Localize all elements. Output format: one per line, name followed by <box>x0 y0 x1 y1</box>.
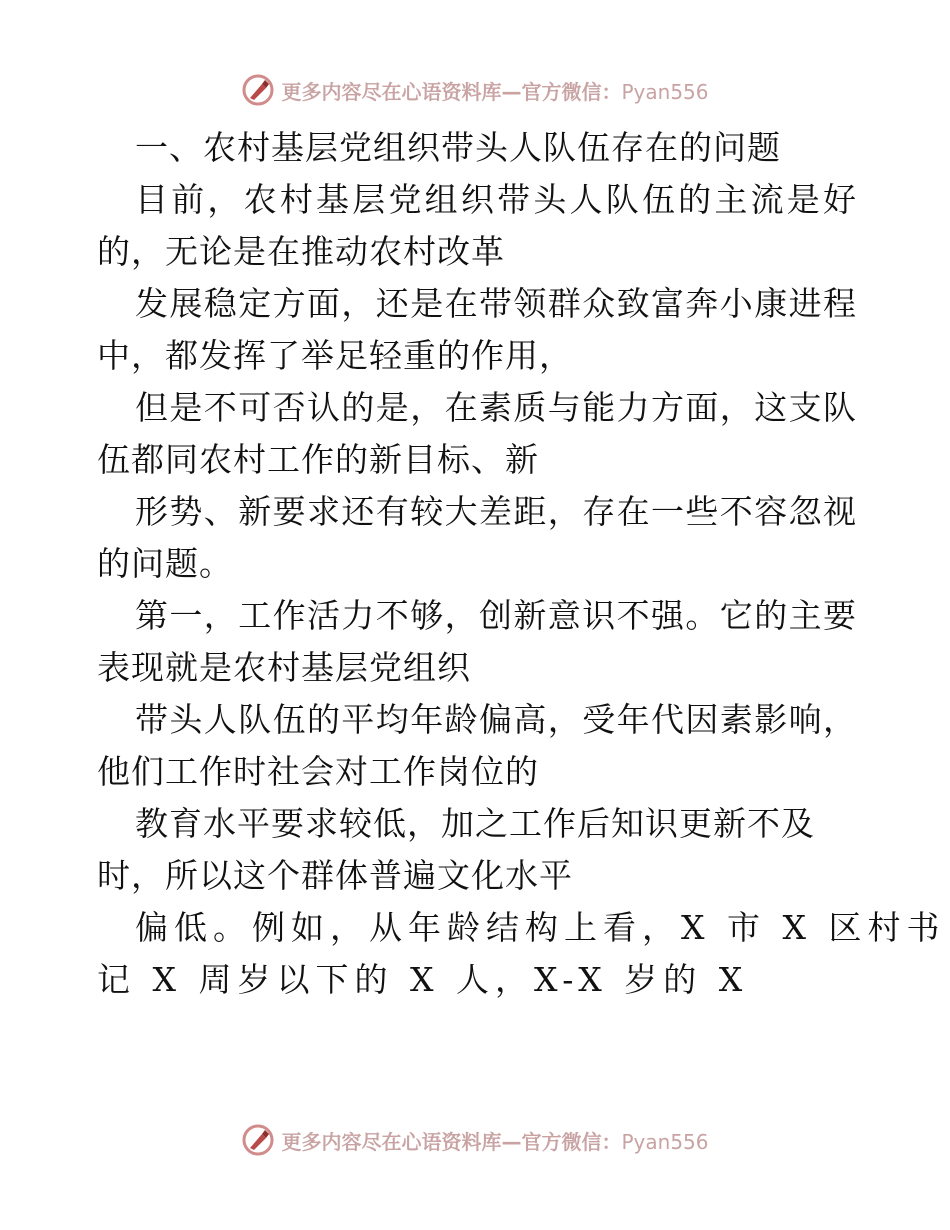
document-body <box>97 122 946 1006</box>
watermark-text: 更多内容尽在心语资料库—官方微信：Pyan556 <box>281 1129 709 1154</box>
section-heading: 一、农村基层党组织带头人队伍存在的问题 <box>135 128 781 167</box>
paragraph-line: 偏低。例如，从年龄结构上看，X 市 X 区村书 <box>135 908 946 947</box>
paragraph-line: 教育水平要求较低，加之工作后知识更新不及 <box>135 804 815 843</box>
paragraph-line: 的问题。 <box>97 544 233 583</box>
paragraph-line: 表现就是农村基层党组织 <box>97 648 471 687</box>
paragraph-line: 发展稳定方面，还是在带领群众致富奔小康进程 <box>135 284 857 323</box>
paragraph-line: 时，所以这个群体普遍文化水平 <box>97 856 573 895</box>
paragraph-line: 形势、新要求还有较大差距，存在一些不容忽视 <box>135 492 857 531</box>
paragraph-line: 目前，农村基层党组织带头人队伍的主流是好 <box>135 180 857 219</box>
paragraph-line: 记 X 周岁以下的 X 人，X-X 岁的 X <box>97 960 749 999</box>
paragraph-line: 第一，工作活力不够，创新意识不强。它的主要 <box>135 596 857 635</box>
pen-logo-icon <box>241 73 275 107</box>
pen-logo-icon <box>241 1123 275 1157</box>
paragraph-line: 中，都发挥了举足轻重的作用， <box>97 336 573 375</box>
paragraph-line: 但是不可否认的是，在素质与能力方面，这支队 <box>135 388 857 427</box>
header-watermark <box>0 70 950 110</box>
paragraph-line: 伍都同农村工作的新目标、新 <box>97 440 539 479</box>
paragraph-line: 他们工作时社会对工作岗位的 <box>97 752 539 791</box>
watermark-text: 更多内容尽在心语资料库—官方微信：Pyan556 <box>281 79 709 104</box>
footer-watermark <box>0 1120 950 1160</box>
paragraph-line: 的，无论是在推动农村改革 <box>97 232 505 271</box>
paragraph-line: 带头人队伍的平均年龄偏高，受年代因素影响， <box>135 700 857 739</box>
